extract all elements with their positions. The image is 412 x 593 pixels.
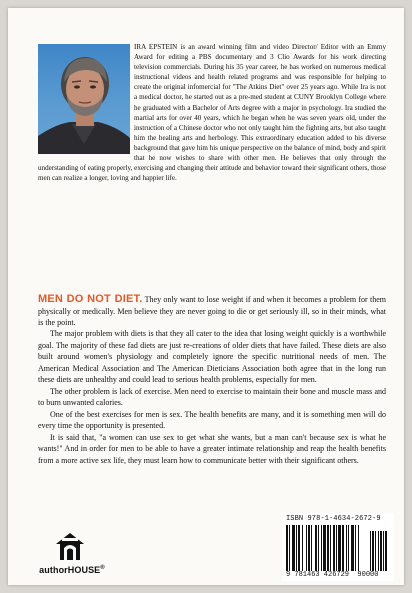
barcode-bar [323, 525, 326, 571]
publisher-registered-mark: ® [100, 565, 105, 571]
barcode-bar [358, 525, 359, 571]
barcode-bar [286, 525, 288, 571]
barcode-bar [346, 525, 347, 571]
barcode-image [286, 525, 390, 571]
author-bio-text: IRA EPSTEIN is an award winning film and video Director/ Editor with an Emmy Award for editing a PBS documentary and 3 Clio Awards for his work directing television commercials. During his 35 year career, he has worked on numerous medical instructional videos and health related programs and was responsible for helping to create the original infomercial for "The Atkins Diet" over 25 years ago. While Ira is not a medical doctor, he started out as a pre-med student at CUNY Brooklyn College where he graduated with a Bachelor of Arts degree with a major in psychology. Ira studied the martial arts for over 40 years, which he began when he was seven years old, under the instruction of a Chinese doctor who not only taught him the fighting arts, but also taught him the healing arts and herbology. This extraordinary education added to his diverse background that gave him his unique perspective on the balance of mind, body and spirit that he now wishes to share with other men. He believes that only through the understanding of eating properly, exercising and changing their attitude and behavior toward their significant others, those men can realize a longer, loving and happier life. [38, 43, 386, 183]
barcode-bar [348, 525, 349, 571]
authorhouse-logo-icon [54, 530, 86, 562]
headline-word-do: DO [66, 293, 84, 305]
barcode-bar [333, 525, 335, 571]
isbn-barcode-block [282, 513, 394, 581]
barcode-bar [296, 525, 297, 571]
paragraph-exercise: The other problem is lack of exercise. Men need to exercise to maintain their bone and muscle mass and to burn unwanted calories. [38, 386, 386, 407]
back-cover [8, 8, 404, 585]
paragraph-diets: The major problem with diets is that they all cater to the idea that losing weight quickly is a worthwhile goal. The majority of these fad diets are just re-creations of older diets that have failed. These diets are also built around women's physiology and completely ignore the specific nutritional needs of men. The American Medical Association and The American Dieticians Association both agree that in the long run these diets are unhealthy and could lead to serious health problems, especially for men. [38, 329, 386, 384]
headline-paragraph [38, 294, 386, 329]
barcode-addon-bar [385, 531, 387, 571]
barcode-bar [327, 525, 329, 571]
barcode-addon-bar [383, 531, 384, 571]
barcode-bar [321, 525, 322, 571]
body-text [38, 328, 386, 466]
barcode-bar [302, 525, 303, 571]
barcode-digits [286, 571, 378, 579]
barcode-main-digits: 9 781463 426729 [286, 571, 350, 579]
paragraph-sex-exercise: One of the best exercises for men is sex. The health benefits are many, and it is something men will do every time the opportunity is presented. [38, 409, 386, 430]
barcode-bar [330, 525, 331, 571]
barcode-bar [342, 525, 344, 571]
barcode-bar [315, 525, 317, 571]
barcode-bar [318, 525, 319, 571]
headline-lead-text: They only want to lose weight if and when it becomes a problem for them physically or medically. Men believe they are never going to die or get seriously ill, so in their minds, what is the point. [38, 295, 387, 327]
barcode-bar [355, 525, 356, 571]
publisher-logo [36, 530, 106, 580]
publisher-name-text: authorHOUSE [39, 565, 101, 575]
headline-word-diet: DIET. [114, 293, 143, 305]
barcode-bar [351, 525, 354, 571]
barcode-bar [292, 525, 295, 571]
barcode-addon-bar [372, 531, 374, 571]
barcode-bar [338, 525, 341, 571]
headline-title [38, 293, 142, 305]
barcode-addon-bar [370, 531, 371, 571]
isbn-label: ISBN 978-1-4634-2672-9 [286, 515, 381, 523]
headline-word-not: NOT [87, 293, 111, 305]
barcode-addon-bar [380, 531, 382, 571]
author-bio [38, 42, 386, 183]
paragraph-communication: It is said that, "a women can use sex to get what she wants, but a man can't because sex is what he wants!" And in order for men to be able to have a greater intimate relationship and reap the health benefits from a more active sex life, they must learn how to communicate better with their significant others. [38, 432, 386, 465]
headline-word-men: MEN [38, 293, 64, 305]
barcode-bar [289, 525, 290, 571]
barcode-addon-bar [375, 531, 376, 571]
barcode-addon-bar [378, 531, 379, 571]
barcode-bar [336, 525, 337, 571]
barcode-bar [306, 525, 307, 571]
barcode-bar [308, 525, 310, 571]
publisher-name [36, 565, 108, 575]
barcode-price-code: 90000 [357, 571, 379, 579]
barcode-bar [298, 525, 300, 571]
barcode-bar [311, 525, 312, 571]
